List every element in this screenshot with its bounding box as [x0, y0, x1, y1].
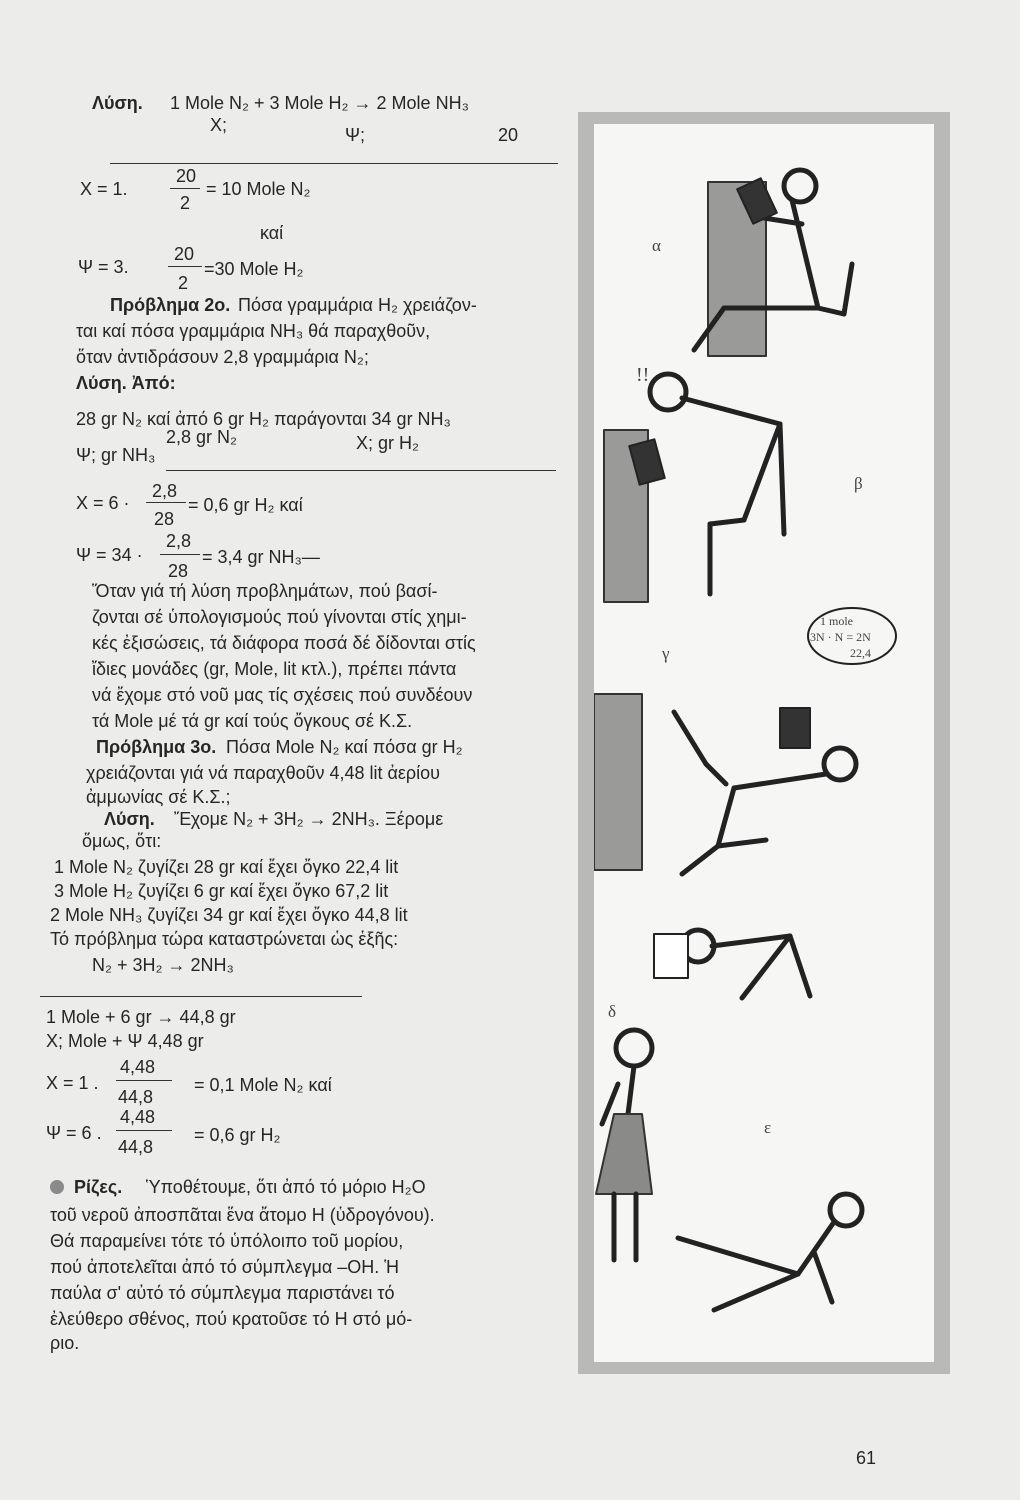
x-den: 44,8 [118, 1087, 154, 1107]
rizes-line: Θά παραμείνει τότε τό ὑπόλοιπο τοῦ μορίου, [50, 1231, 404, 1251]
fact-row: 3 Mole H₂ ζυγίζει 6 gr καί ἔχει ὄγκο 67,2 lit [54, 881, 389, 901]
psi-num: 4,48 [120, 1107, 156, 1127]
lysi-label: Λύση. Ἀπό: [76, 373, 176, 393]
problem-3-title: Πρόβλημα 3ο. [96, 737, 217, 757]
paragraph-line: ζονται σέ ὑπολογισμούς πού γίνονται στίς χημι- [92, 607, 467, 627]
caption-gamma: γ [662, 644, 670, 663]
caption-alpha: α [652, 236, 661, 255]
setup-row: 1 Mole + 6 gr → 44,8 gr [46, 1007, 236, 1027]
problem-3-line: χρειάζονται γιά νά παραχθοῦν 4,48 lit ἀερίου [86, 763, 441, 783]
psi-lhs: Ψ = 34 · [76, 545, 143, 565]
reaction-equation: 1 Mole N₂ + 3 Mole H₂ → 2 Mole NH₃ [170, 93, 469, 113]
problem-2-title: Πρόβλημα 2ο. [110, 295, 231, 315]
page-number: 61 [856, 1448, 877, 1468]
x-lhs: X = 1 . [46, 1073, 99, 1093]
fact-row: 1 Mole N₂ ζυγίζει 28 gr καί ἔχει ὄγκο 22,4 lit [54, 857, 399, 877]
fraction-bar [170, 188, 200, 189]
fraction-bar [160, 554, 200, 555]
figure-reading-leaning [604, 374, 784, 602]
bubble-text: 22,4 [850, 646, 871, 660]
fraction-bar [116, 1080, 172, 1081]
problem-2-row: 2,8 gr N₂ [166, 427, 238, 447]
x-num: 2,8 [152, 481, 178, 501]
rizes-line: παύλα σ' αὐτό τό σύμπλεγμα παριστάνει τό [50, 1283, 395, 1303]
problem-2-row: X; gr H₂ [356, 433, 419, 453]
problem-2-row: Ψ; gr NH₃ [76, 445, 156, 465]
paragraph-line: ἴδιες μονάδες (gr, Mole, lit κτλ.), πρέπει πάντα [92, 659, 457, 679]
x-rhs: = 0,1 Mole N₂ καί [194, 1075, 332, 1095]
calc-psi-lhs: Ψ = 3. [78, 257, 129, 277]
calc-psi-den: 2 [178, 273, 189, 293]
caption-delta: δ [608, 1002, 617, 1021]
psi-num: 2,8 [166, 531, 192, 551]
setup-line: Τό πρόβλημα τώρα καταστρώνεται ὡς ἑξῆς: [50, 929, 399, 949]
lysi-label: Λύση. [92, 93, 143, 113]
calc-x-lhs: X = 1. [80, 179, 128, 199]
lysi-text: ὅμως, ὅτι: [82, 831, 162, 851]
psi-den: 44,8 [118, 1137, 154, 1157]
rizes-line: πού ἀποτελεῖται ἀπό τό σύμπλεγμα –OH. Ἡ [50, 1257, 400, 1277]
rizes-title: Ρίζες. [74, 1177, 123, 1197]
calc-psi-rhs: =30 Mole H₂ [204, 259, 304, 279]
paragraph-line: Ὅταν γιά τή λύση προβλημάτων, πού βασί- [92, 581, 438, 601]
fraction-bar [116, 1130, 172, 1131]
rizes-line: ριο. [50, 1333, 80, 1353]
fact-row: 2 Mole NH₃ ζυγίζει 34 gr καί ἔχει ὄγκο 44,8 lit [50, 905, 408, 925]
calc-x-rhs: = 10 Mole N₂ [206, 179, 311, 199]
figure-fallen [678, 1194, 862, 1310]
caption-beta: β [854, 474, 863, 493]
lysi-text: Ἔχομε N₂ + 3H₂ → 2NH₃. Ξέρομε [174, 809, 444, 829]
problem-3-line: Πόσα Mole N₂ καί πόσα gr H₂ [226, 737, 463, 757]
fraction-bar [168, 266, 202, 267]
x-rhs: = 0,6 gr H₂ καί [188, 495, 303, 515]
divider-line [166, 470, 556, 471]
paragraph-line: κές ἐξισώσεις, τά διάφορα ποσά δέ δίδονται στίς [92, 633, 476, 653]
calc-x-num: 20 [176, 166, 197, 186]
bubble-text: 1 mole [820, 614, 853, 628]
rizes-line: Ὑποθέτουμε, ὅτι ἀπό τό μόριο H₂O [146, 1177, 426, 1197]
psi-rhs: = 3,4 gr NH₃— [202, 547, 320, 567]
rizes-line: ἐλεύθερο σθένος, πού κρατοῦσε τό H στό μό- [50, 1309, 413, 1329]
setup-row: X; Mole + Ψ 4,48 gr [46, 1031, 204, 1051]
psi-rhs: = 0,6 gr H₂ [194, 1125, 281, 1145]
lysi-label: Λύση. [104, 809, 155, 829]
caption-epsilon: ε [764, 1118, 772, 1137]
paragraph-line: τά Mole μέ τά gr καί τούς ὄγκους σέ Κ.Σ. [92, 711, 413, 731]
fraction-bar [146, 502, 186, 503]
bullet-icon [50, 1180, 64, 1194]
given-20: 20 [498, 125, 519, 145]
problem-2-row: 28 gr N₂ καί ἀπό 6 gr H₂ παράγονται 34 gr NH₃ [76, 409, 451, 429]
exclaim-label: !! [636, 364, 650, 386]
kai-text: καί [260, 223, 284, 243]
psi-lhs: Ψ = 6 . [46, 1123, 102, 1143]
psi-den: 28 [168, 561, 189, 581]
paragraph-line: νά ἔχομε στό νοῦ μας τίς σχέσεις πού συνδέουν [92, 685, 473, 705]
x-lhs: X = 6 · [76, 493, 130, 513]
x-den: 28 [154, 509, 175, 529]
x-num: 4,48 [120, 1057, 156, 1077]
figure-bowing [654, 930, 810, 998]
calc-x-den: 2 [180, 193, 191, 213]
cartoon-panel [578, 112, 950, 1374]
problem-3-line: ἀμμωνίας σέ Κ.Σ.; [86, 787, 231, 807]
cartoon-drawing [594, 124, 934, 1362]
figure-reading-sitting [694, 170, 852, 356]
unknown-x: X; [210, 115, 228, 135]
problem-2-line: Πόσα γραμμάρια H₂ χρειάζον- [238, 295, 477, 315]
unknown-psi: Ψ; [345, 125, 366, 145]
cartoon-canvas [594, 124, 934, 1362]
rizes-line: τοῦ νεροῦ ἀποσπᾶται ἕνα ἄτομο H (ὑδρογόνου). [50, 1205, 435, 1225]
bubble-text: 3N · N = 2N [810, 630, 871, 644]
divider-line [40, 996, 362, 997]
figure-woman [596, 1030, 652, 1260]
calc-psi-num: 20 [174, 244, 195, 264]
problem-2-line: ὅταν ἀντιδράσουν 2,8 γραμμάρια N₂; [76, 347, 369, 367]
divider-line [110, 163, 558, 164]
problem-2-line: ται καί πόσα γραμμάρια NH₃ θά παραχθοῦν, [76, 321, 431, 341]
setup-equation: N₂ + 3H₂ → 2NH₃ [92, 955, 234, 975]
